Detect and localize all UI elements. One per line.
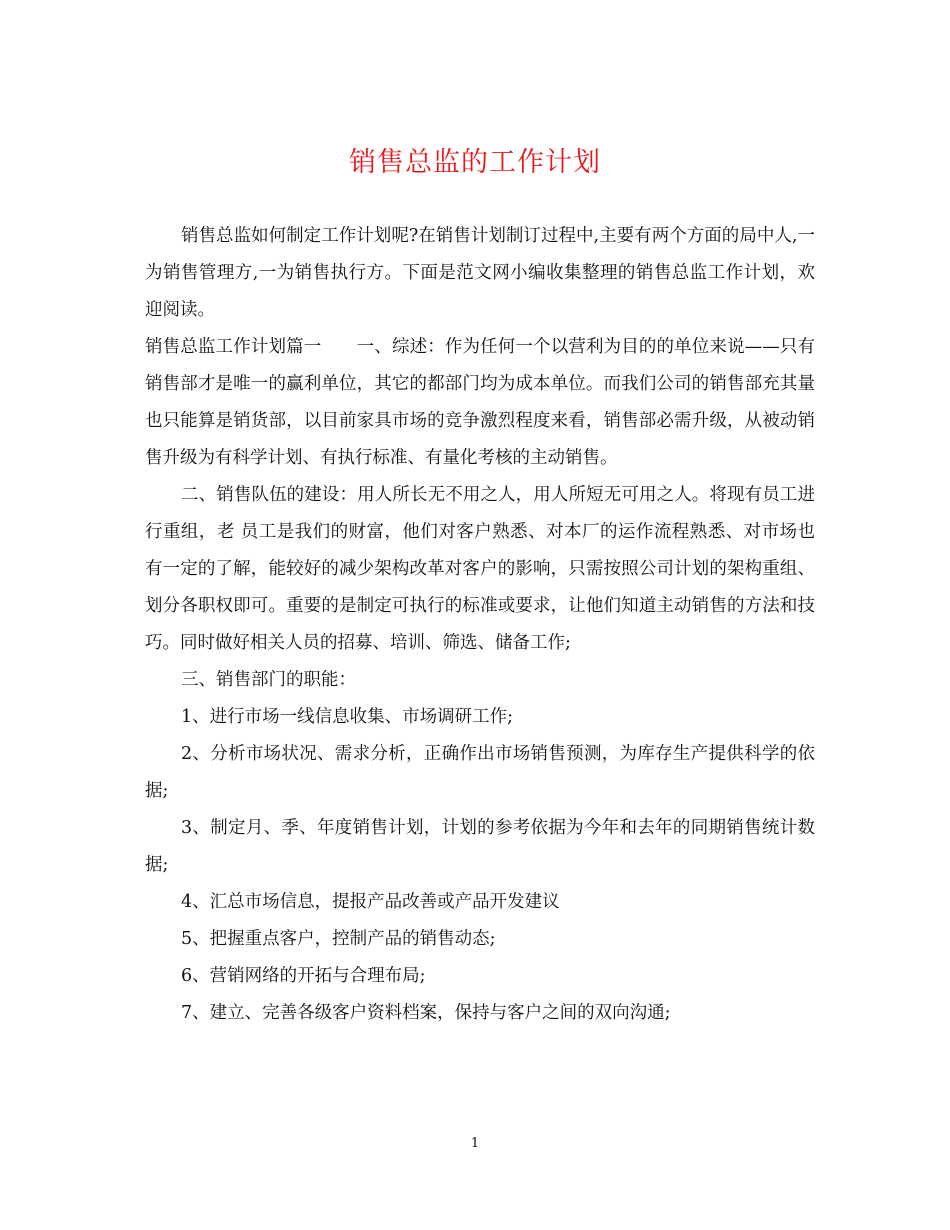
list-item: 5、把握重点客户，控制产品的销售动态; — [181, 929, 496, 949]
overview-paragraph: 销售总监工作计划篇一 一、综述：作为任何一个以营利为目的的单位来说——只有销售部才是唯一的赢利单位，其它的都部门均为成本单位。而我们公司的销售部充其量也只能算是销货部，以目前家具市场的竞争激烈程度来看，销售部必需升级，从被动销售升级为有科学计划、有执行标准、有量化考核的主动销售。 — [145, 337, 815, 468]
document-title: 销售总监的工作计划 — [349, 147, 601, 178]
list-item: 4、汇总市场信息，提报产品改善或产品开发建议 — [181, 892, 560, 912]
page-number: 1 — [470, 1136, 480, 1151]
document-body — [145, 218, 815, 1032]
list-item: 1、进行市场一线信息收集、市场调研工作; — [181, 707, 514, 727]
list-item: 6、营销网络的开拓与合理布局; — [181, 966, 426, 986]
list-item: 7、建立、完善各级客户资料档案，保持与客户之间的双向沟通; — [181, 1003, 671, 1023]
list-item: 2、分析市场状况、需求分析，正确作出市场销售预测，为库存生产提供科学的依据; — [145, 744, 815, 801]
list-item: 3、制定月、季、年度销售计划，计划的参考依据为今年和去年的同期销售统计数据; — [145, 818, 815, 875]
department-functions-heading: 三、销售部门的职能： — [181, 670, 356, 690]
team-building-paragraph: 二、销售队伍的建设：用人所长无不用之人，用人所短无可用之人。将现有员工进行重组，老 员工是我们的财富，他们对客户熟悉、对本厂的运作流程熟悉、对市场也有一定的了解，能较好的减少架构改革对客户的影响，只需按照公司计划的架构重组、划分各职权即可。重要的是制定可执行的标准或要求，让他们知道主动销售的方法和技巧。同时做好相关人员的招募、培训、筛选、储备工作; — [145, 485, 815, 653]
intro-paragraph: 销售总监如何制定工作计划呢?在销售计划制订过程中,主要有两个方面的局中人,一为销售管理方,一为销售执行方。下面是范文网小编收集整理的销售总监工作计划，欢迎阅读。 — [145, 226, 815, 320]
